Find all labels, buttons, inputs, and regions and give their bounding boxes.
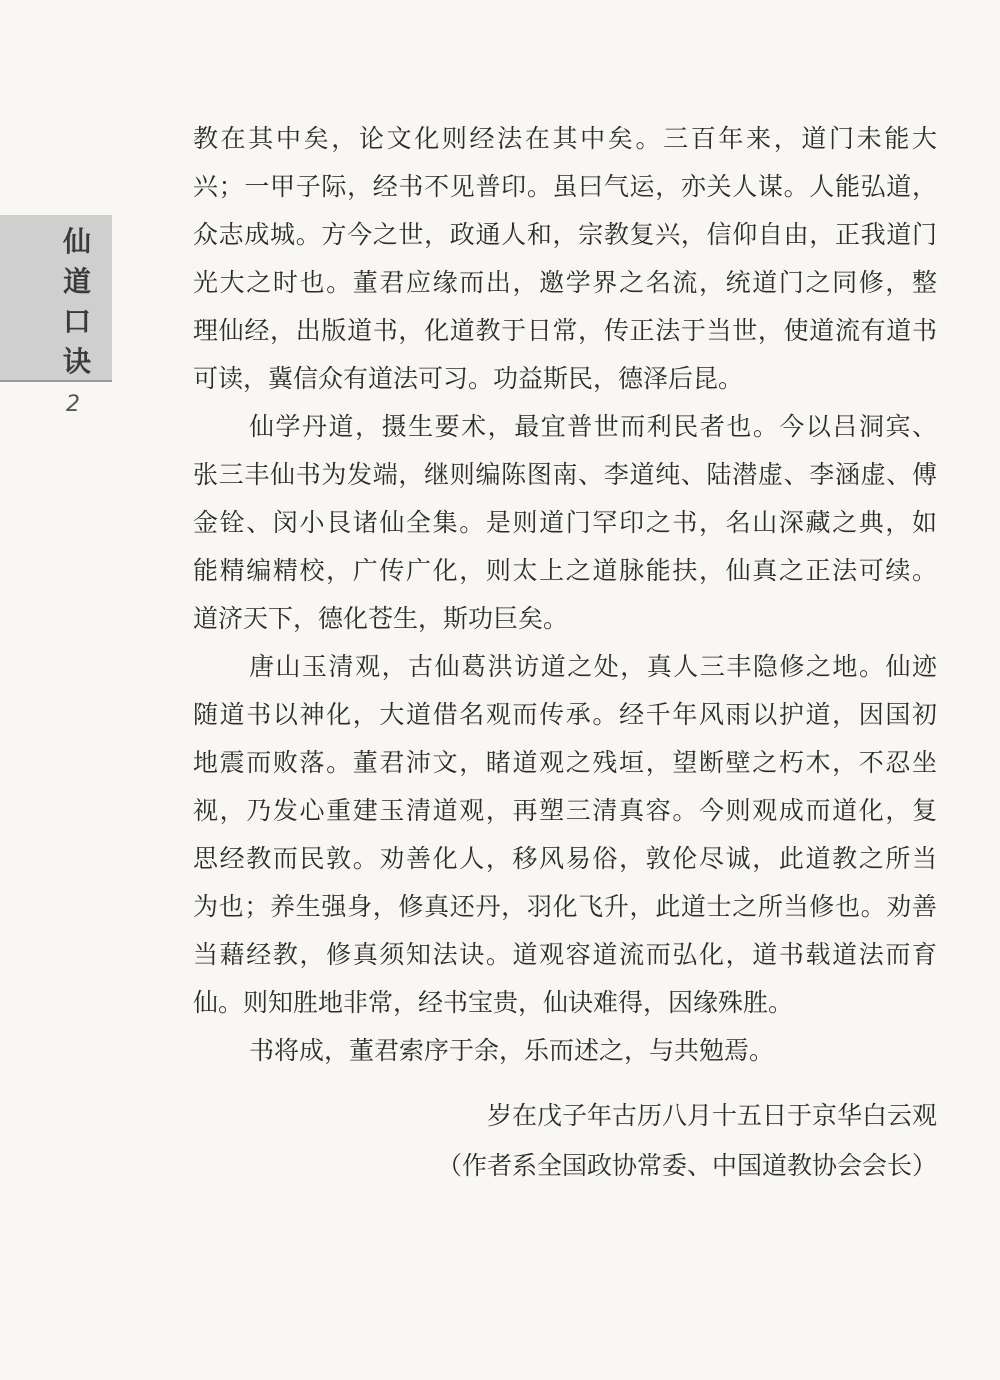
text-line: 光大之时也。董君应缘而出，邀学界之名流，统道门之同修，整 [193, 268, 937, 297]
signature-date-place: 岁在戊子年古历八月十五日于京华白云观 [486, 1101, 937, 1130]
text-line: 为也；养生强身，修真还丹，羽化飞升，此道士之所当修也。劝善 [193, 892, 937, 921]
text-line: 思经教而民敦。劝善化人，移风易俗，敦伦尽诚，此道教之所当 [193, 844, 937, 873]
signature-author-note: （作者系全国政协常委、中国道教协会会长） [436, 1151, 937, 1180]
text-line: 随道书以神化，大道借名观而传承。经千年风雨以护道，因国初 [193, 700, 937, 729]
text-line: 视，乃发心重建玉清道观，再塑三清真容。今则观成而道化，复 [193, 796, 937, 825]
text-line: 当藉经教，修真须知法诀。道观容道流而弘化，道书载道法而育 [193, 940, 937, 969]
text-line: 地震而败落。董君沛文，睹道观之残垣，望断壁之朽木，不忍坐 [193, 748, 937, 777]
text-line: 书将成，董君索序于余，乐而述之，与共勉焉。 [249, 1036, 775, 1065]
text-line: 唐山玉清观，古仙葛洪访道之处，真人三丰隐修之地。仙迹 [249, 652, 937, 681]
page-number: 2 [66, 392, 80, 417]
chapter-side-tab [0, 215, 112, 382]
text-line: 仙学丹道，摄生要术，最宜普世而利民者也。今以吕洞宾、 [249, 412, 937, 441]
preface-body [193, 115, 937, 1075]
text-line: 金铨、闵小艮诸仙全集。是则道门罕印之书，名山深藏之典，如 [193, 508, 937, 537]
text-line: 张三丰仙书为发端，继则编陈图南、李道纯、陆潜虚、李涵虚、傅 [193, 460, 937, 489]
text-line: 教在其中矣，论文化则经法在其中矣。三百年来，道门未能大 [193, 124, 937, 153]
text-line: 兴；一甲子际，经书不见普印。虽曰气运，亦关人谋。人能弘道， [193, 172, 937, 201]
text-line: 道济天下，德化苍生，斯功巨矣。 [193, 604, 569, 633]
text-line: 理仙经，出版道书，化道教于日常，传正法于当世，使道流有道书 [193, 316, 937, 345]
text-line: 可读，冀信众有道法可习。功益斯民，德泽后昆。 [193, 364, 744, 393]
text-line: 能精编精校，广传广化，则太上之道脉能扶，仙真之正法可续。 [193, 556, 937, 585]
text-line: 仙。则知胜地非常，经书宝贵，仙诀难得，因缘殊胜。 [193, 988, 794, 1017]
book-title-vertical: 仙道口诀 [62, 225, 91, 378]
text-line: 众志成城。方今之世，政通人和，宗教复兴，信仰自由，正我道门 [193, 220, 937, 249]
